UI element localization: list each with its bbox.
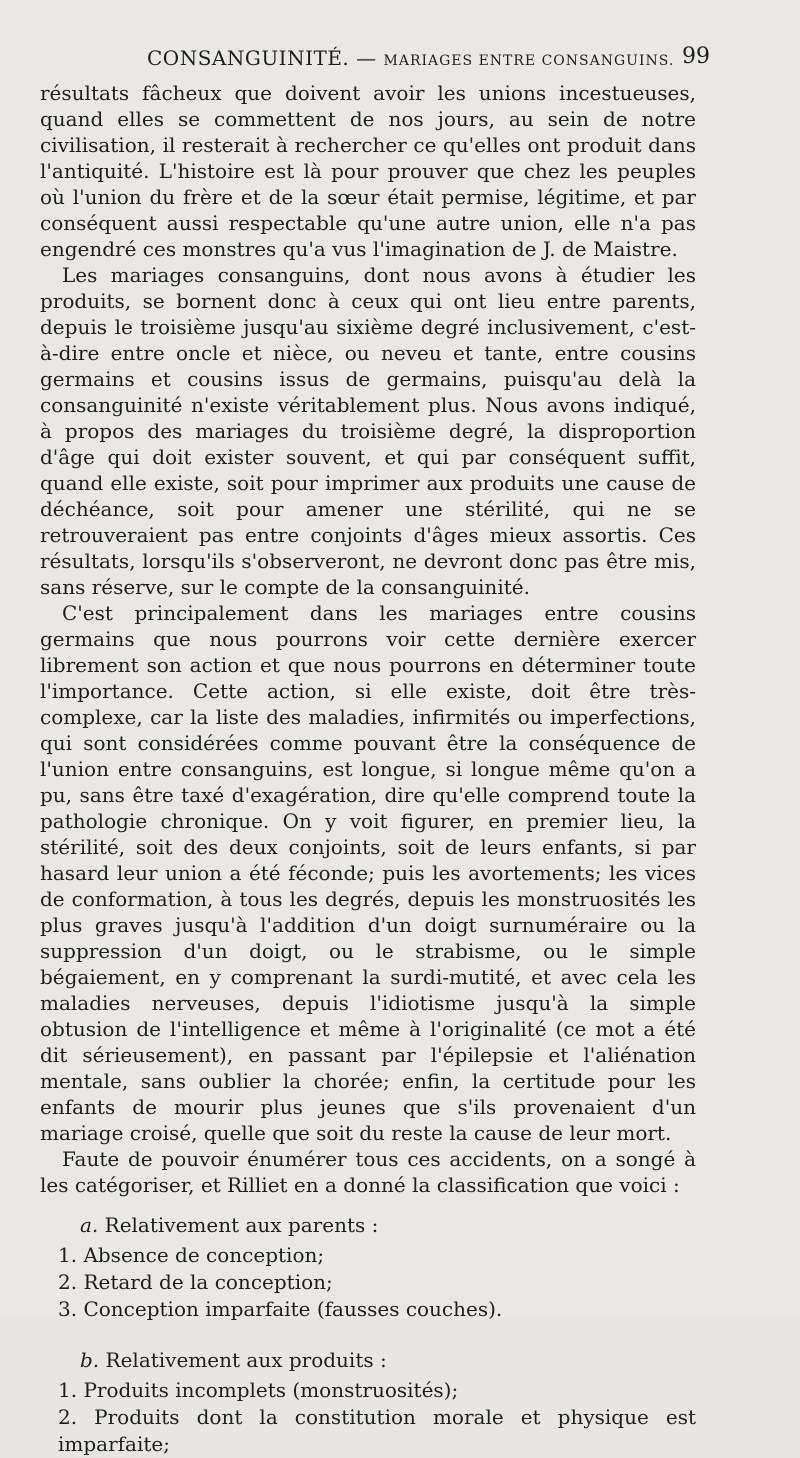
running-title-main: CONSANGUINITÉ. [147, 46, 350, 70]
page-number: 99 [682, 44, 710, 69]
list-item: 3. Conception imparfaite (fausses couches). [58, 1297, 503, 1321]
body-text [40, 80, 696, 1458]
paragraph: Les mariages consanguins, dont nous avons à étudier les produits, se bornent donc à ceux qui ont lieu entre parents, depuis le troisième jusqu'au sixième degré inclusivement, c'est-à-dire entre oncle et nièce, ou neveu et tante, entre cousins germains et cousins issus de germains, puisqu'au delà la consanguinité n'existe véritablement plus. Nous avons indiqué, à propos des mariages du troisième degré, la disproportion d'âge qui doit exister souvent, et qui par conséquent suffit, quand elle existe, soit pour imprimer aux produits une cause de déchéance, soit pour amener une stérilité, qui ne se retrouveraient pas entre conjoints d'âges mieux assortis. Ces résultats, lorsqu'ils s'observeront, ne devront donc pas être mis, sans réserve, sur le compte de la consanguinité. [40, 263, 696, 599]
running-header [0, 40, 800, 74]
paragraph: C'est principalement dans les mariages entre cousins germains que nous pourrons voir cette dernière exercer librement son action et que nous pourrons en déterminer toute l'importance. Cette action, si elle existe, doit être très-complexe, car la liste des maladies, infirmités ou imperfections, qui sont considérées comme pouvant être la conséquence de l'union entre consanguins, est longue, si longue même qu'on a pu, sans être taxé d'exagération, dire qu'elle comprend toute la pathologie chronique. On y voit figurer, en premier lieu, la stérilité, soit des deux conjoints, soit de leurs enfants, si par hasard leur union a été féconde; puis les avortements; les vices de conformation, à tous les degrés, depuis les monstruosités les plus graves jusqu'à l'addition d'un doigt surnuméraire ou la suppression d'un doigt, ou le strabisme, ou le simple bégaiement, en y comprenant la surdi-mutité, et avec cela les maladies nerveuses, depuis l'idiotisme jusqu'à la simple obtusion de l'intelligence et même à l'originalité (ce mot a été dit sérieusement), en passant par l'épilepsie et l'aliénation mentale, sans oublier la chorée; enfin, la certitude pour les enfants de mourir plus jeunes que s'ils provenaient d'un mariage croisé, quelle que soit du reste la cause de leur mort. [40, 601, 696, 1145]
list-item: 1. Produits incomplets (monstruosités); [58, 1378, 459, 1402]
list-item: 1. Absence de conception; [58, 1243, 325, 1267]
section-a-label: Relativement aux parents : [104, 1213, 379, 1237]
section-a-heading [80, 1212, 696, 1238]
running-title-dash: — [356, 46, 377, 70]
section-a-letter: a. [80, 1213, 99, 1237]
paragraph-continued: résultats fâcheux que doivent avoir les unions incestueuses, quand elles se commettent de nos jours, au sein de notre civilisation, il resterait à rechercher ce qu'elles ont produit dans l'antiquité. L'histoire est là pour prouver que chez les peuples où l'union du frère et de la sœur était permise, légitime, et par conséquent aussi respectable qu'une autre union, elle n'a pas engendré ces monstres qu'a vus l'imagination de J. de Maistre. [40, 81, 696, 261]
paragraph: Faute de pouvoir énumérer tous ces accidents, on a songé à les catégoriser, et Rilliet en a donné la classification que voici : [40, 1147, 696, 1197]
list-item: 2. Retard de la conception; [58, 1270, 333, 1294]
section-b-label: Relativement aux produits : [105, 1348, 387, 1372]
list-item: 2. Produits dont la constitution morale et physique est imparfaite; [58, 1405, 696, 1456]
section-b-letter: b. [80, 1348, 100, 1372]
running-title [147, 46, 674, 70]
section-b-heading [80, 1347, 696, 1373]
running-title-sub: MARIAGES ENTRE CONSANGUINS. [383, 53, 675, 69]
